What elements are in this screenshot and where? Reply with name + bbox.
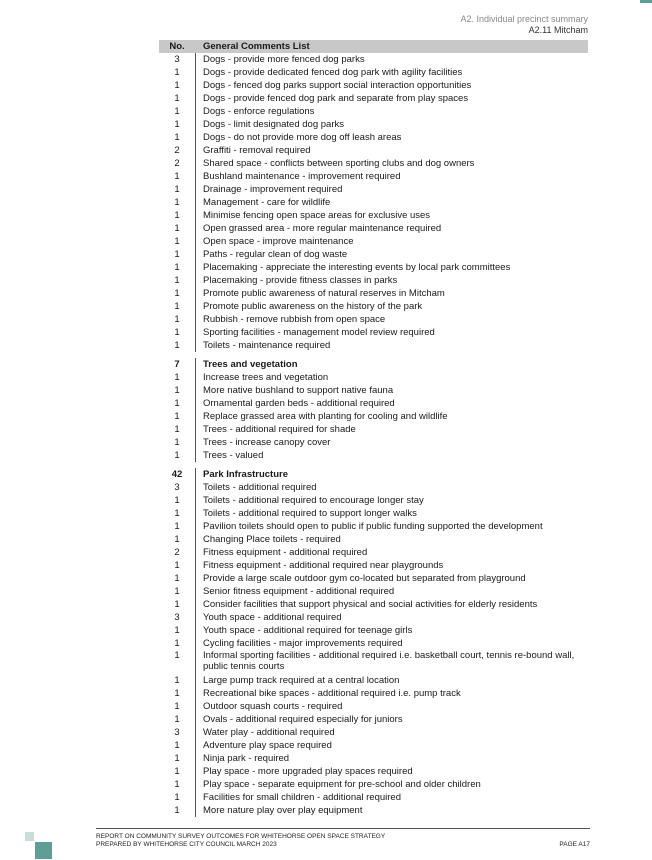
table-row: [159, 183, 588, 196]
row-count: 1: [174, 67, 180, 78]
row-count: 3: [174, 482, 180, 493]
row-count: 1: [174, 779, 180, 790]
table-row: [159, 423, 588, 436]
row-count: 1: [174, 93, 180, 104]
row-count: 1: [174, 792, 180, 803]
row-count: 1: [174, 625, 180, 636]
row-comment: Trees - increase canopy cover: [195, 436, 588, 449]
row-comment: Ovals - additional required especially for juniors: [195, 713, 588, 726]
row-count: 1: [174, 508, 180, 519]
table-row: [159, 791, 588, 804]
table-row: [159, 287, 588, 300]
row-comment: Open grassed area - more regular maintenance required: [195, 222, 588, 235]
table-row: [159, 650, 588, 674]
row-comment: Dogs - provide dedicated fenced dog park with agility facilities: [195, 66, 588, 79]
row-comment: Youth space - additional required: [195, 611, 588, 624]
table-row: [159, 585, 588, 598]
row-count: 1: [174, 340, 180, 351]
row-comment: Changing Place toilets - required: [195, 533, 588, 546]
column-header-no: No.: [169, 41, 185, 52]
row-comment: Water play - additional required: [195, 726, 588, 739]
row-comment: Replace grassed area with planting for cooling and wildlife: [195, 410, 588, 423]
row-comment: Increase trees and vegetation: [195, 371, 588, 384]
row-comment: Open space - improve maintenance: [195, 235, 588, 248]
table-row: [159, 66, 588, 79]
row-comment: Dogs - do not provide more dog off leash areas: [195, 131, 588, 144]
row-comment: Ornamental garden beds - additional required: [195, 397, 588, 410]
table-row: [159, 118, 588, 131]
row-comment: Recreational bike spaces - additional required i.e. pump track: [195, 687, 588, 700]
row-comment: Consider facilities that support physical and social activities for elderly residents: [195, 598, 588, 611]
row-count: 2: [174, 145, 180, 156]
table-row: [159, 507, 588, 520]
table-row: [159, 611, 588, 624]
table-row: [159, 274, 588, 287]
row-comment: Graffiti - removal required: [195, 144, 588, 157]
table-row: [159, 313, 588, 326]
row-count: 1: [174, 521, 180, 532]
table-row: [159, 624, 588, 637]
row-comment: Minimise fencing open space areas for exclusive uses: [195, 209, 588, 222]
row-count: 1: [174, 573, 180, 584]
row-count: 1: [174, 688, 180, 699]
row-count: 1: [174, 560, 180, 571]
row-comment: Facilities for small children - additional required: [195, 791, 588, 804]
row-count: 1: [174, 275, 180, 286]
decorative-square-light: [25, 832, 34, 841]
table-row: [159, 371, 588, 384]
section-title: A2. Individual precinct summary: [460, 14, 588, 24]
table-row: [159, 739, 588, 752]
row-count: 1: [174, 197, 180, 208]
footer-report-title: REPORT ON COMMUNITY SURVEY OUTCOMES FOR WHITEHORSE OPEN SPACE STRATEGY: [96, 833, 386, 840]
row-count: 1: [174, 586, 180, 597]
table-row: [159, 326, 588, 339]
table-row: [159, 687, 588, 700]
row-count: 1: [174, 740, 180, 751]
row-comment: Cycling facilities - major improvements required: [195, 637, 588, 650]
row-comment: Toilets - additional required to encourage longer stay: [195, 494, 588, 507]
table-body: [159, 53, 588, 817]
row-comment: Pavilion toilets should open to public if public funding supported the development: [195, 520, 588, 533]
table-row: [159, 410, 588, 423]
row-comment: Adventure play space required: [195, 739, 588, 752]
row-count: 1: [174, 437, 180, 448]
row-comment: More nature play over play equipment: [195, 804, 588, 817]
table-row: [159, 157, 588, 170]
row-comment: Toilets - maintenance required: [195, 339, 588, 352]
row-comment: Sporting facilities - management model review required: [195, 326, 588, 339]
row-count: 2: [174, 547, 180, 558]
row-count: 3: [174, 727, 180, 738]
row-count: 1: [174, 106, 180, 117]
row-count: 1: [174, 80, 180, 91]
row-comment: Shared space - conflicts between sporting clubs and dog owners: [195, 157, 588, 170]
row-count: 42: [171, 469, 183, 480]
row-count: 1: [174, 171, 180, 182]
row-comment: Paths - regular clean of dog waste: [195, 248, 588, 261]
table-row: [159, 674, 588, 687]
table-row: [159, 546, 588, 559]
row-count: 1: [174, 675, 180, 686]
table-row: [159, 700, 588, 713]
row-count: 1: [174, 184, 180, 195]
table-row: [159, 248, 588, 261]
row-count: 1: [174, 301, 180, 312]
row-comment: More native bushland to support native fauna: [195, 384, 588, 397]
section-heading-row: [159, 468, 588, 481]
page-number: PAGE A17: [559, 841, 590, 848]
row-count: 1: [174, 132, 180, 143]
row-count: 1: [174, 766, 180, 777]
row-count: 1: [174, 249, 180, 260]
row-count: 1: [174, 424, 180, 435]
table-row: [159, 79, 588, 92]
table-row: [159, 196, 588, 209]
table-row: [159, 339, 588, 352]
footer-divider: [96, 828, 590, 829]
row-count: 1: [174, 372, 180, 383]
row-count: 1: [174, 236, 180, 247]
table-row: [159, 726, 588, 739]
table-row: [159, 235, 588, 248]
row-comment: Placemaking - appreciate the interesting events by local park committees: [195, 261, 588, 274]
table-row: [159, 637, 588, 650]
row-count: 1: [174, 119, 180, 130]
row-count: 1: [174, 288, 180, 299]
table-row: [159, 449, 588, 462]
table-row: [159, 300, 588, 313]
row-comment: Toilets - additional required to support longer walks: [195, 507, 588, 520]
subsection-title: A2.11 Mitcham: [528, 25, 588, 35]
row-comment: Trees and vegetation: [195, 358, 588, 371]
row-comment: Toilets - additional required: [195, 481, 588, 494]
table-row: [159, 131, 588, 144]
table-row: [159, 144, 588, 157]
row-count: 1: [174, 411, 180, 422]
row-count: 3: [174, 54, 180, 65]
table-row: [159, 713, 588, 726]
row-comment: Dogs - enforce regulations: [195, 105, 588, 118]
row-count: 2: [174, 158, 180, 169]
row-count: 1: [174, 599, 180, 610]
table-row: [159, 105, 588, 118]
row-comment: Rubbish - remove rubbish from open space: [195, 313, 588, 326]
row-count: 1: [174, 701, 180, 712]
row-count: 1: [174, 210, 180, 221]
row-count: 1: [174, 223, 180, 234]
table-row: [159, 481, 588, 494]
comments-table: [159, 40, 588, 817]
row-count: 1: [174, 327, 180, 338]
table-row: [159, 92, 588, 105]
table-row: [159, 261, 588, 274]
row-count: 1: [174, 262, 180, 273]
row-count: 1: [174, 495, 180, 506]
row-comment: Outdoor squash courts - required: [195, 700, 588, 713]
row-count: 1: [174, 450, 180, 461]
row-count: 1: [174, 753, 180, 764]
row-comment: Dogs - limit designated dog parks: [195, 118, 588, 131]
row-count: 1: [174, 398, 180, 409]
row-comment: Fitness equipment - additional required near playgrounds: [195, 559, 588, 572]
column-header-comments: General Comments List: [203, 41, 310, 52]
table-row: [159, 572, 588, 585]
row-count: 1: [174, 805, 180, 816]
table-row: [159, 520, 588, 533]
row-comment: Play space - separate equipment for pre-school and older children: [195, 778, 588, 791]
row-comment: Dogs - fenced dog parks support social interaction opportunities: [195, 79, 588, 92]
table-row: [159, 778, 588, 791]
table-row: [159, 598, 588, 611]
table-row: [159, 494, 588, 507]
table-row: [159, 170, 588, 183]
row-comment: Trees - valued: [195, 449, 588, 462]
row-comment: Park Infrastructure: [195, 468, 588, 481]
row-count: 3: [174, 612, 180, 623]
row-count: 1: [174, 650, 180, 661]
table-row: [159, 804, 588, 817]
row-comment: Placemaking - provide fitness classes in parks: [195, 274, 588, 287]
table-header: [159, 40, 588, 53]
row-comment: Management - care for wildlife: [195, 196, 588, 209]
table-row: [159, 533, 588, 546]
decorative-square-dark: [35, 842, 52, 859]
table-row: [159, 209, 588, 222]
table-row: [159, 397, 588, 410]
row-comment: Promote public awareness on the history of the park: [195, 300, 588, 313]
table-row: [159, 222, 588, 235]
row-comment: Dogs - provide more fenced dog parks: [195, 53, 588, 66]
row-comment: Large pump track required at a central location: [195, 674, 588, 687]
row-comment: Dogs - provide fenced dog park and separate from play spaces: [195, 92, 588, 105]
footer-prepared-by: PREPARED BY WHITEHORSE CITY COUNCIL MARCH 2023: [96, 841, 277, 848]
row-comment: Fitness equipment - additional required: [195, 546, 588, 559]
table-row: [159, 53, 588, 66]
page-footer: [96, 833, 590, 849]
row-comment: Play space - more upgraded play spaces required: [195, 765, 588, 778]
table-row: [159, 752, 588, 765]
page-header: [460, 14, 588, 36]
row-count: 1: [174, 314, 180, 325]
row-count: 7: [174, 359, 180, 370]
row-comment: Trees - additional required for shade: [195, 423, 588, 436]
row-count: 1: [174, 638, 180, 649]
table-row: [159, 436, 588, 449]
row-count: 1: [174, 714, 180, 725]
row-comment: Senior fitness equipment - additional required: [195, 585, 588, 598]
corner-accent: [640, 0, 652, 3]
row-comment: Ninja park - required: [195, 752, 588, 765]
row-comment: Informal sporting facilities - additional required i.e. basketball court, tennis re-bound wall, public tennis courts: [195, 650, 588, 674]
row-comment: Bushland maintenance - improvement required: [195, 170, 588, 183]
table-row: [159, 384, 588, 397]
row-comment: Drainage - improvement required: [195, 183, 588, 196]
row-count: 1: [174, 534, 180, 545]
row-count: 1: [174, 385, 180, 396]
row-comment: Promote public awareness of natural reserves in Mitcham: [195, 287, 588, 300]
row-comment: Youth space - additional required for teenage girls: [195, 624, 588, 637]
row-comment: Provide a large scale outdoor gym co-located but separated from playground: [195, 572, 588, 585]
section-heading-row: [159, 358, 588, 371]
table-row: [159, 559, 588, 572]
table-row: [159, 765, 588, 778]
